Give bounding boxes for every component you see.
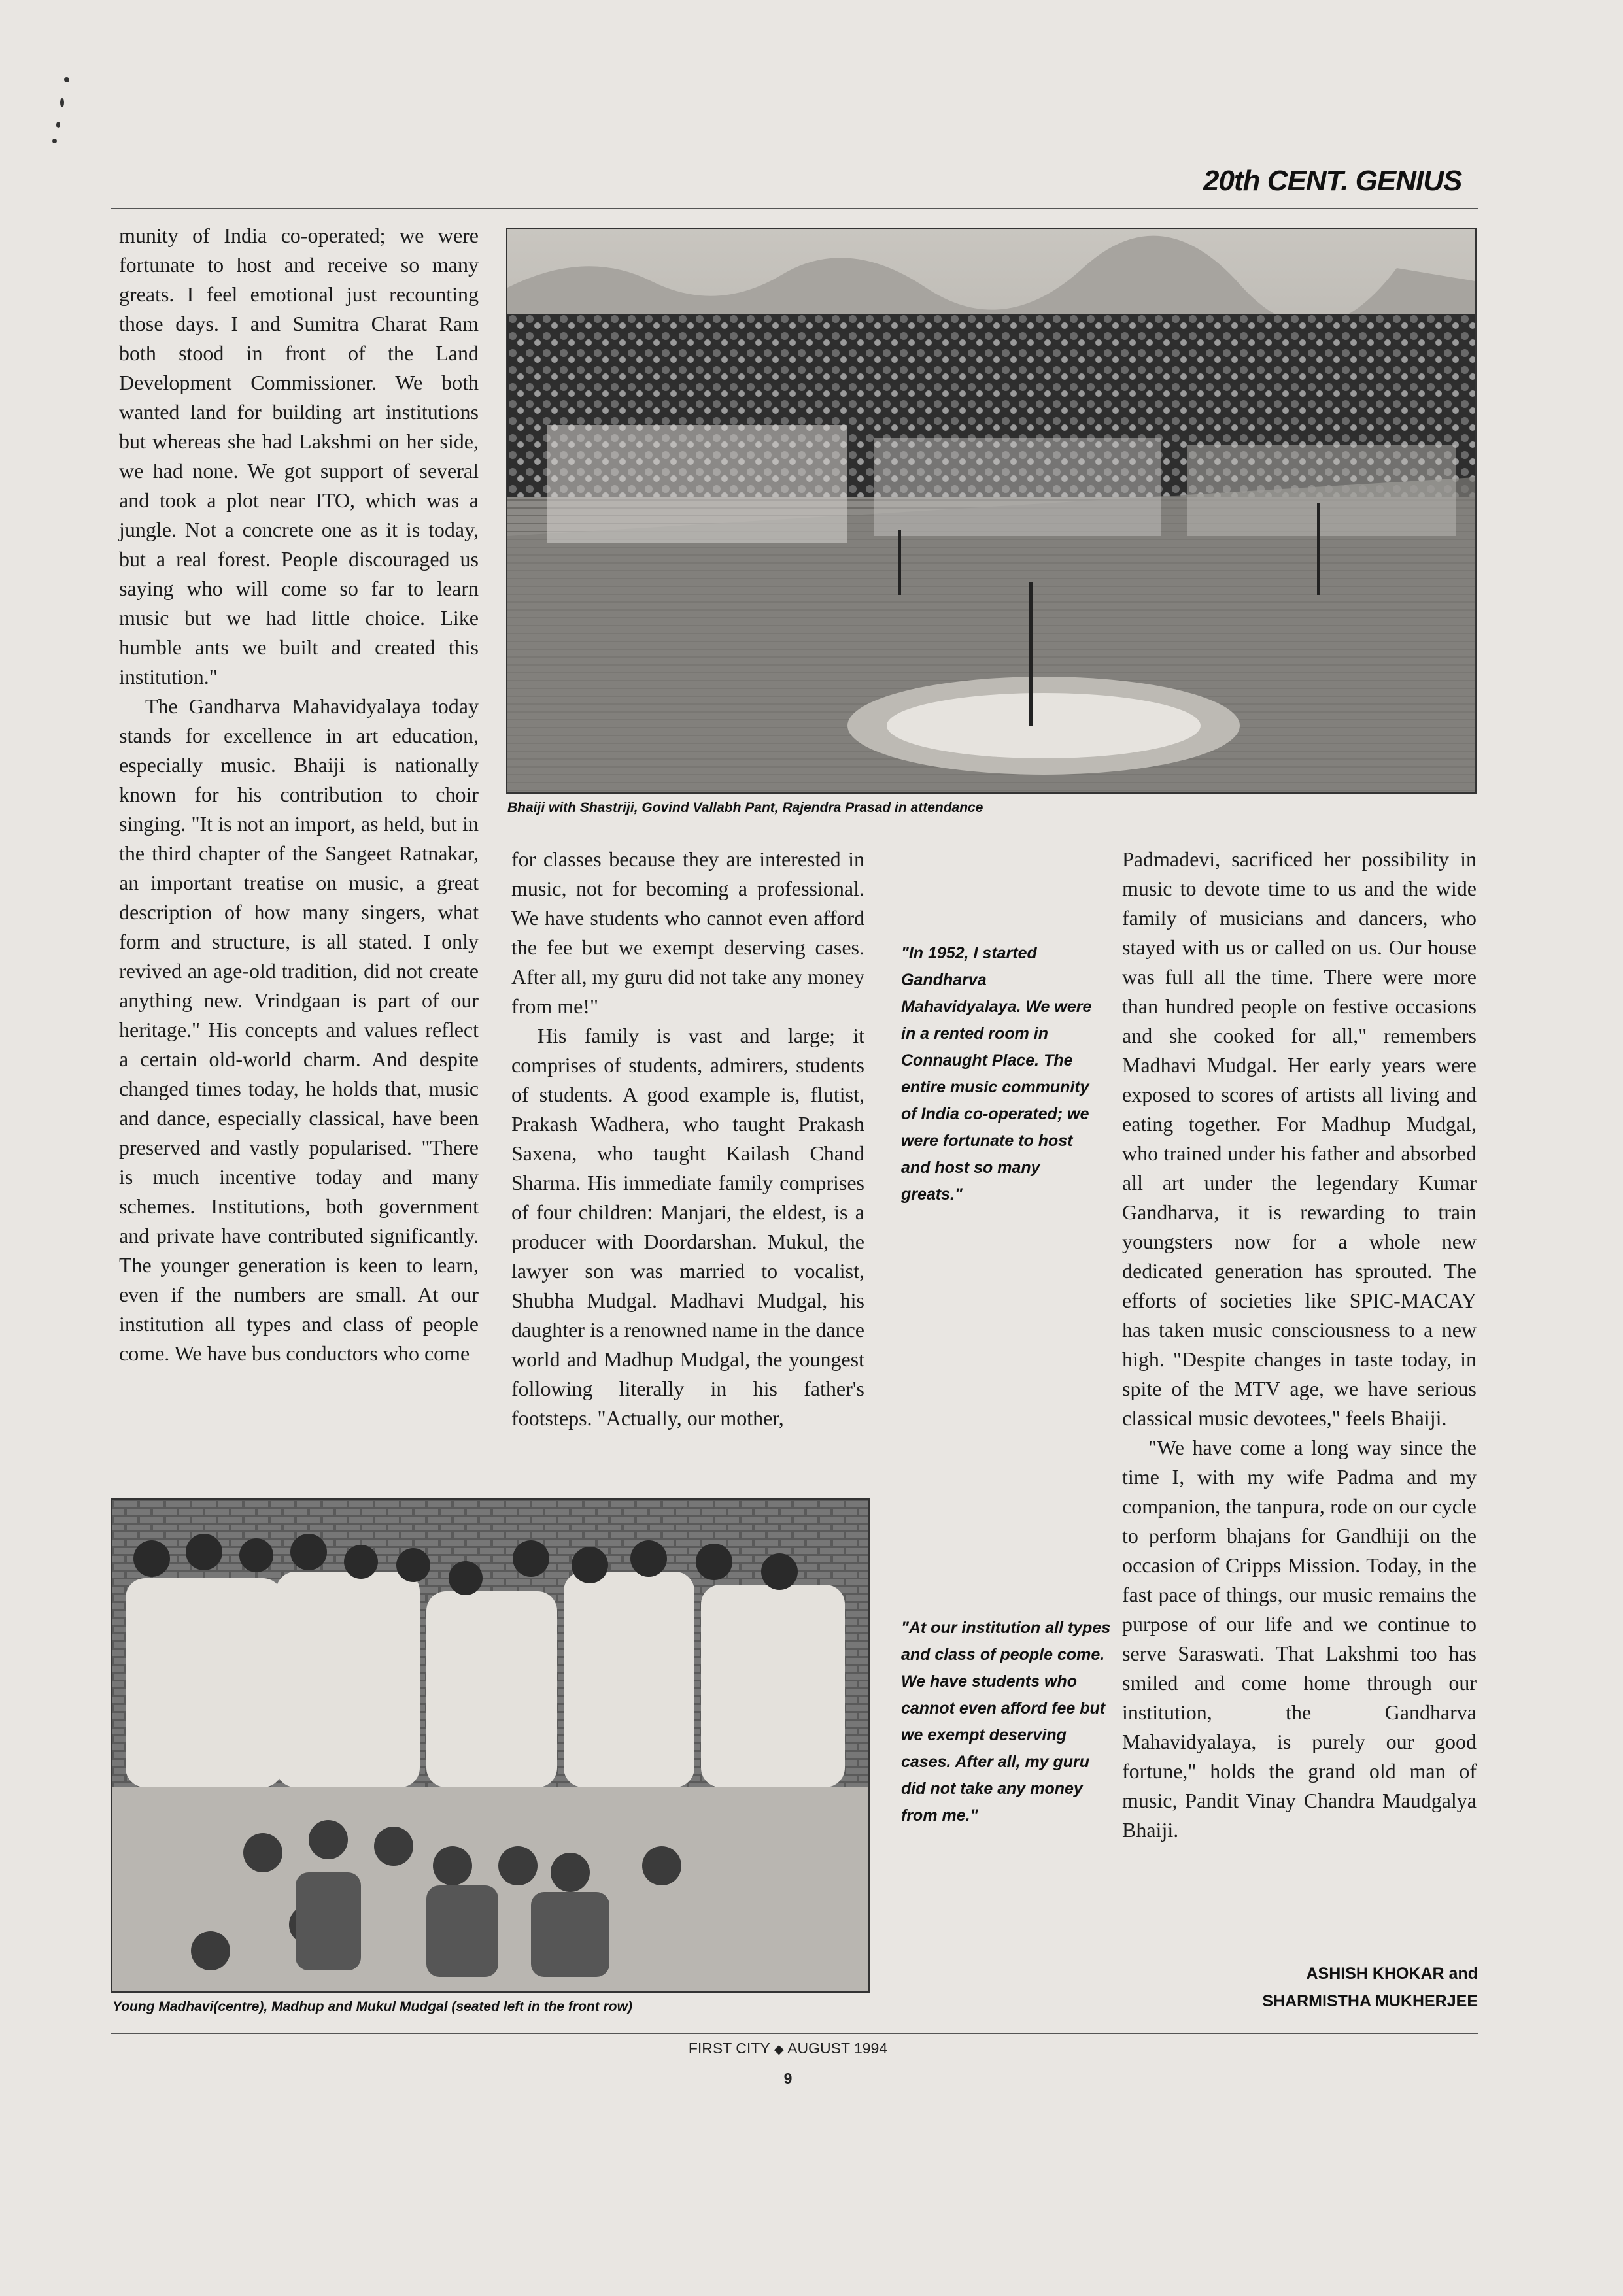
top-photo bbox=[506, 228, 1477, 794]
byline-line-1: ASHISH KHOKAR and bbox=[1306, 1965, 1478, 1983]
column-4 bbox=[1122, 845, 1477, 1845]
footer-line bbox=[0, 2040, 1576, 2057]
byline bbox=[1112, 1960, 1478, 2015]
top-photo-caption: Bhaiji with Shastriji, Govind Vallabh Pant, Rajendra Prasad in attendance bbox=[507, 800, 983, 815]
byline-line-2: SHARMISTHA MUKHERJEE bbox=[1262, 1992, 1478, 2010]
paragraph: His family is vast and large; it comprises of students, admirers, students of students. A good example is, flutist, Prakash Wadhera, who taught Prakash Saxena, who taught Kailash Chand Sharma. His immediate family comprises of four children: Manjari, the eldest, is a producer with Doordarshan. Mukul, the lawyer son was married to vocalist, Shubha Mudgal. Madhavi Mudgal, his daughter is a renowned name in the dance world and Madhup Mudgal, the youngest following literally in his father's footsteps. "Actually, our mother, bbox=[511, 1024, 864, 1430]
paragraph: The Gandharva Mahavidyalaya today stands for excellence in art education, especially music. Bhaiji is nationally known for his contribution to choir singing. "It is not an import, as held, but in the third chapter of the Sangeet Ratnakar, an important treatise on music, a great description of how many singers, what form and structure, is all stated. I only revived an age-old tradition, did not create anything new. Vrindgaan is part of our heritage." His concepts and values reflect a certain old-world charm. And despite changed times today, he holds that, music and dance, especially classical, have been preserved and vastly popularised. "There is much incentive today and many schemes. Institutions, both government and private have contributed significantly. The younger generation is keen to learn, even if the numbers are small. At our institution all types and class of people come. We have bus conductors who come bbox=[119, 694, 479, 1365]
publication-name: FIRST CITY bbox=[688, 2040, 770, 2057]
header-rule bbox=[111, 208, 1478, 209]
section-label: 20th CENT. GENIUS bbox=[1203, 165, 1462, 197]
paragraph: munity of India co-operated; we were fortunate to host and receive so many greats. I feel emotional just recounting those days. I and Sumitra Charat Ram both stood in front of the Land Development Commissioner. We both wanted land for building art institutions but whereas she had Lakshmi on her side, we had none. We got support of several and took a plot near ITO, which was a jungle. Not a concrete one as it is today, but a real forest. People discouraged us saying who will come so far to learn music but we had little choice. Like humble ants we built and created this institution." bbox=[119, 224, 479, 688]
bottom-photo bbox=[111, 1498, 870, 1993]
column-1-top bbox=[119, 221, 479, 1368]
pull-quote-1: "In 1952, I started Gandharva Mahavidyalaya. We were in a rented room in Connaught Place. The entire music community of India co-operated; we were fortunate to host and host so many greats." bbox=[901, 944, 1092, 1204]
issue-date: AUGUST 1994 bbox=[787, 2040, 888, 2057]
pull-quote-2: "At our institution all types and class of people come. We have students who cannot even afford fee but we exempt deserving cases. After all, my guru did not take any money from me." bbox=[901, 1619, 1111, 1825]
paragraph: Padmadevi, sacrificed her possibility in music to devote time to us and the wide family of musicians and dancers, who stayed with us or called on us. Our house was full all the time. There were more than hundred people on festive occasions and she cooked for all," remembers Madhavi Mudgal. Her early years were exposed to scores of artists all living and eating together. For Madhup Mudgal, who trained under his father and absorbed all art under the legendary Kumar Gandharva, it is rewarding to train youngsters now for a whole new dedicated generation has sprouted. The efforts of societies like SPIC-MACAY has taken music consciousness to a new high. "Despite changes in taste today, in spite of the MTV age, we have serious classical music devotees," feels Bhaiji. bbox=[1122, 847, 1477, 1430]
bottom-photo-image bbox=[112, 1500, 868, 1991]
paragraph: "We have come a long way since the time I, with my wife Padma and my companion, the tanpura, rode on our cycle to perform bhajans for Gandhiji on the occasion of Cripps Mission. Today, in the fast pace of things, our music remains the purpose of our life and we continue to serve Saraswati. That Lakshmi too has smiled and come home through our institution, the Gandharva Mahavidyalaya, is purely our good fortune," holds the grand old man of music, Pandit Vinay Chandra Maudgalya Bhaiji. bbox=[1122, 1436, 1477, 1842]
top-photo-image bbox=[507, 229, 1475, 792]
paragraph: for classes because they are interested in music, not for becoming a professional. We have students who cannot even afford the fee but we exempt deserving cases. After all, my guru did not take any money from me!" bbox=[511, 847, 864, 1018]
diamond-icon: ◆ bbox=[774, 2042, 785, 2057]
page-number: 9 bbox=[783, 2070, 793, 2087]
column-2 bbox=[511, 845, 864, 1433]
footer-rule bbox=[111, 2033, 1478, 2034]
bottom-photo-caption: Young Madhavi(centre), Madhup and Mukul Mudgal (seated left in the front row) bbox=[112, 1999, 632, 2014]
